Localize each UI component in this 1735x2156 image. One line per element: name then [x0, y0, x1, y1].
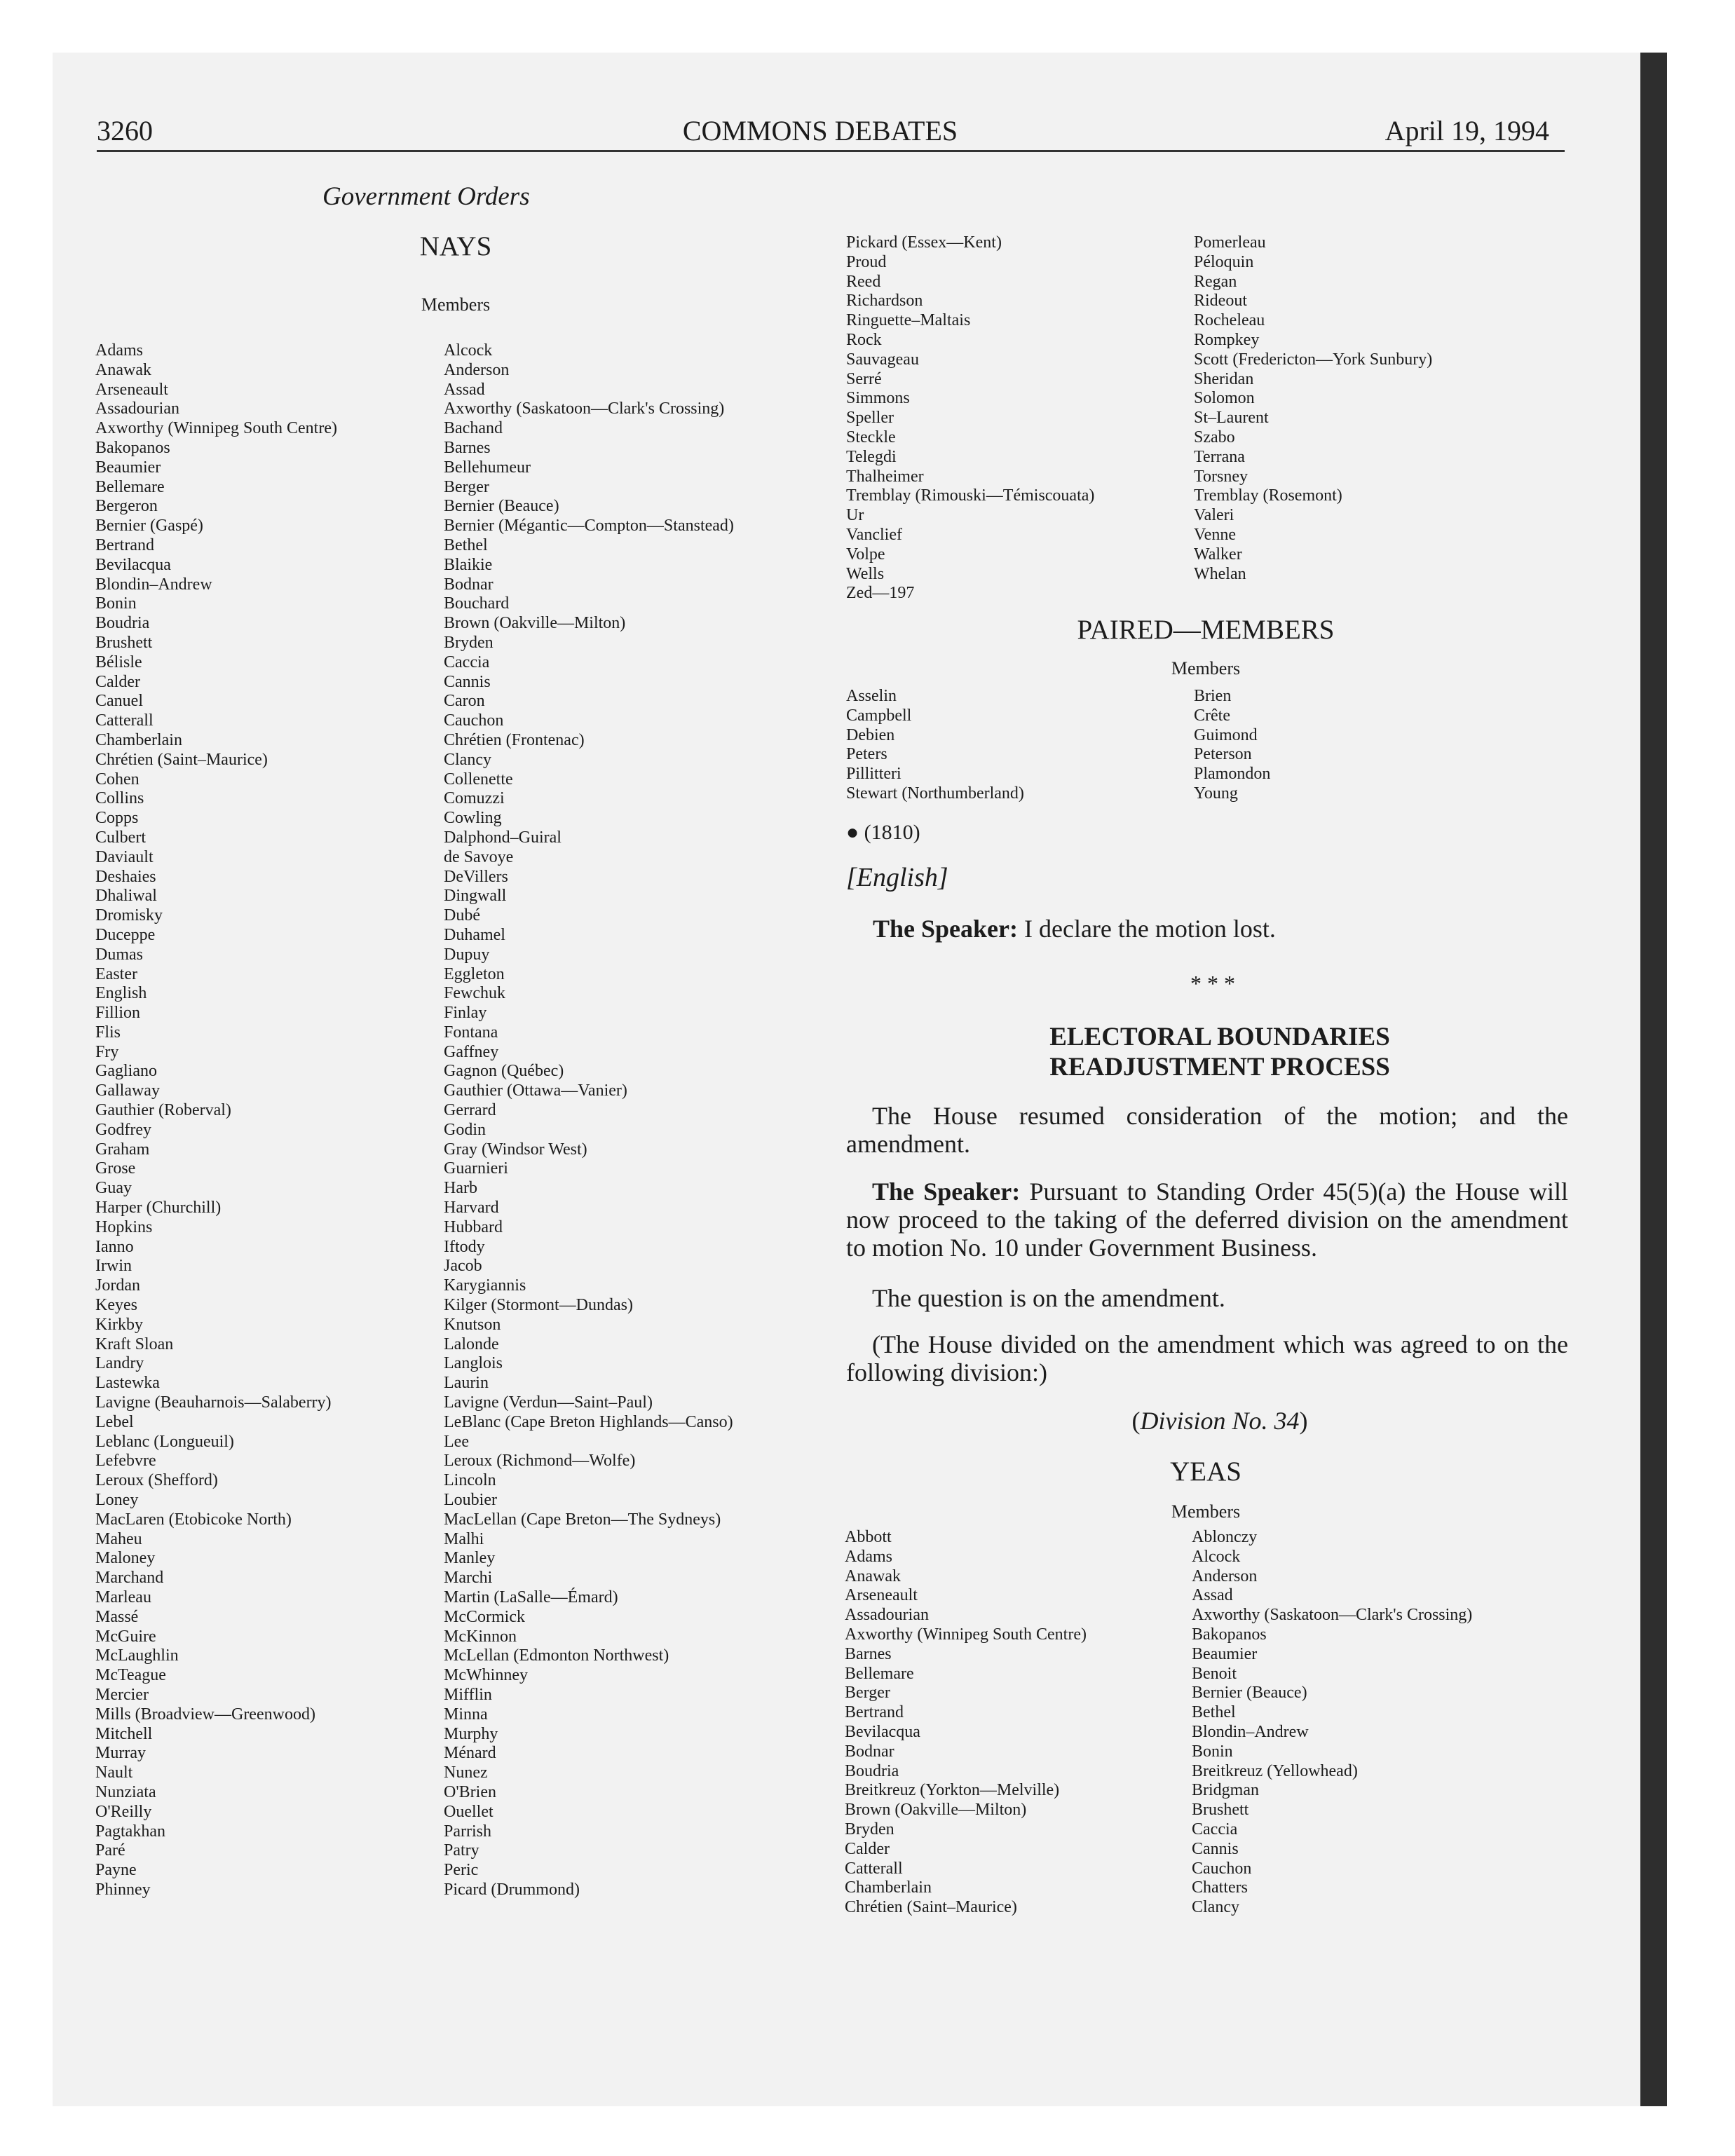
boundaries-heading-line2: READJUSTMENT PROCESS — [1049, 1053, 1390, 1082]
member-name: McGuire — [95, 1627, 156, 1646]
member-name: Adams — [95, 341, 143, 360]
speaker-label: The Speaker: — [873, 915, 1018, 943]
member-name: Bouchard — [444, 594, 510, 613]
speaker-text-2: Pursuant to Standing Order 45(5)(a) the House will now proceed to the taking of the deferred division on the amendment to motion No. 10 under Government Business. — [846, 1178, 1569, 1262]
member-name: Keyes — [95, 1296, 137, 1315]
member-name: Nunziata — [95, 1782, 156, 1801]
member-name: Alcock — [1192, 1547, 1241, 1566]
paired-list-2 — [1194, 687, 1530, 804]
member-name: Dumas — [95, 945, 143, 964]
yeas-subheading: Members — [1171, 1501, 1241, 1522]
member-name: Collenette — [444, 770, 513, 789]
member-name: Bodnar — [444, 575, 494, 594]
section-break: * * * — [1190, 971, 1235, 996]
member-name: Gaffney — [444, 1042, 499, 1061]
nays-list-2 — [444, 341, 836, 1900]
member-name: Brown (Oakville—Milton) — [444, 614, 626, 633]
member-name: Kirkby — [95, 1315, 143, 1334]
member-name: Malhi — [444, 1529, 484, 1548]
member-name: English — [95, 984, 147, 1003]
member-name: Péloquin — [1194, 252, 1254, 271]
member-name: Godin — [444, 1120, 486, 1139]
member-name: Anderson — [444, 360, 510, 379]
division-open-paren: ( — [1131, 1407, 1141, 1435]
member-name: Leroux (Richmond—Wolfe) — [444, 1452, 636, 1471]
member-name: Ringuette–Maltais — [846, 311, 971, 330]
member-name: Bryden — [444, 633, 494, 652]
member-name: Brien — [1194, 687, 1232, 705]
member-name: Rocheleau — [1194, 311, 1265, 330]
member-name: Steckle — [846, 428, 896, 446]
member-name: Terrana — [1194, 447, 1245, 466]
member-name: Walker — [1194, 545, 1242, 564]
member-name: Caccia — [444, 653, 490, 671]
member-name: Copps — [95, 809, 139, 828]
member-name: Langlois — [444, 1354, 503, 1373]
member-name: Culbert — [95, 828, 146, 847]
member-name: Arseneault — [845, 1586, 918, 1605]
paired-column-1 — [846, 687, 1183, 804]
member-name: Blaikie — [444, 555, 493, 574]
nays-list-3 — [846, 233, 1197, 603]
member-name: Berger — [444, 477, 489, 496]
time-marker: ● (1810) — [846, 821, 920, 844]
member-name: Finlay — [444, 1004, 487, 1023]
member-name: Asselin — [846, 687, 897, 705]
member-name: Hopkins — [95, 1217, 153, 1236]
member-name: Anawak — [95, 360, 151, 379]
member-name: Massé — [95, 1607, 139, 1626]
member-name: Zed—197 — [846, 584, 915, 603]
member-name: McLaughlin — [95, 1646, 179, 1665]
member-name: Bakopanos — [95, 438, 170, 457]
member-name: Peters — [846, 745, 887, 764]
member-name: Serré — [846, 369, 882, 388]
member-name: Ouellet — [444, 1802, 494, 1821]
member-name: Dupuy — [444, 945, 490, 964]
member-name: Pillitteri — [846, 765, 901, 784]
member-name: Calder — [95, 672, 140, 691]
member-name: Bethel — [1192, 1703, 1236, 1722]
member-name: Parrish — [444, 1822, 491, 1841]
nays-column-4 — [1194, 233, 1558, 584]
member-name: Cannis — [1192, 1839, 1239, 1858]
paired-list-1 — [846, 687, 1183, 804]
member-name: MacLellan (Cape Breton—The Sydneys) — [444, 1510, 721, 1529]
member-name: Leblanc (Longueuil) — [95, 1432, 234, 1451]
resumed-paragraph — [846, 1102, 1568, 1158]
member-name: Abbott — [845, 1528, 892, 1546]
member-name: Comuzzi — [444, 789, 505, 808]
member-name: Caccia — [1192, 1820, 1238, 1838]
member-name: Mifflin — [444, 1685, 492, 1704]
member-name: Marchand — [95, 1569, 164, 1588]
member-name: Sheridan — [1194, 369, 1254, 388]
member-name: Guay — [95, 1179, 132, 1198]
member-name: Adams — [845, 1547, 892, 1566]
member-name: St–Laurent — [1194, 409, 1269, 428]
member-name: Bélisle — [95, 653, 142, 671]
member-name: Mercier — [95, 1685, 149, 1704]
member-name: Vanclief — [846, 525, 902, 544]
member-name: Debien — [846, 725, 895, 744]
member-name: Bellehumeur — [444, 458, 531, 477]
member-name: Bertrand — [95, 535, 154, 554]
member-name: Chamberlain — [95, 730, 182, 749]
member-name: Fillion — [95, 1004, 141, 1023]
speaker-pursuant-paragraph — [846, 1178, 1568, 1262]
nays-column-2 — [444, 341, 836, 1900]
member-name: LeBlanc (Cape Breton Highlands—Canso) — [444, 1412, 733, 1431]
member-name: Cowling — [444, 809, 502, 828]
member-name: Beaumier — [95, 458, 161, 477]
page-date: April 19, 1994 — [1384, 115, 1549, 146]
member-name: Peterson — [1194, 745, 1252, 764]
member-name: Graham — [95, 1140, 150, 1159]
member-name: Lee — [444, 1432, 469, 1451]
member-name: Dingwall — [444, 887, 507, 906]
member-name: Mitchell — [95, 1724, 153, 1743]
member-name: Bergeron — [95, 497, 158, 516]
member-name: Iftody — [444, 1237, 485, 1256]
member-name: Manley — [444, 1549, 496, 1568]
member-name: Ianno — [95, 1237, 134, 1256]
member-name: Harb — [444, 1179, 477, 1198]
member-name: McLellan (Edmonton Northwest) — [444, 1646, 669, 1665]
member-name: Valeri — [1194, 506, 1234, 525]
yeas-list-2 — [1192, 1528, 1556, 1918]
member-name: Bernier (Mégantic—Compton—Stanstead) — [444, 517, 734, 535]
member-name: Maloney — [95, 1549, 156, 1568]
section-title: Government Orders — [322, 182, 530, 211]
member-name: Calder — [845, 1839, 890, 1858]
member-name: Bodnar — [845, 1742, 894, 1761]
member-name: Catterall — [845, 1859, 903, 1878]
member-name: Assad — [1192, 1586, 1233, 1605]
member-name: Phinney — [95, 1880, 151, 1899]
member-name: Brown (Oakville—Milton) — [845, 1801, 1027, 1820]
member-name: Mills (Broadview—Greenwood) — [95, 1705, 315, 1724]
member-name: Dromisky — [95, 906, 163, 925]
member-name: Assadourian — [845, 1606, 929, 1625]
member-name: Caron — [444, 692, 485, 711]
member-name: Bryden — [845, 1820, 894, 1838]
paired-heading: PAIRED—MEMBERS — [1077, 615, 1335, 645]
member-name: Flis — [95, 1023, 121, 1042]
language-tag: [English] — [846, 863, 948, 892]
member-name: Assad — [444, 380, 485, 399]
member-name: Lincoln — [444, 1471, 496, 1490]
member-name: Nunez — [444, 1763, 488, 1782]
speaker-label-2: The Speaker: — [872, 1178, 1021, 1206]
member-name: Gallaway — [95, 1082, 160, 1100]
member-name: Beaumier — [1192, 1644, 1258, 1663]
member-name: Fry — [95, 1042, 119, 1061]
member-name: Barnes — [845, 1644, 892, 1663]
yeas-column-2 — [1192, 1528, 1556, 1918]
member-name: Regan — [1194, 272, 1237, 291]
member-name: McTeague — [95, 1666, 166, 1685]
member-name: Brushett — [1192, 1801, 1249, 1820]
nays-column-1 — [95, 341, 425, 1900]
member-name: Simmons — [846, 389, 910, 408]
member-name: Duceppe — [95, 925, 156, 944]
member-name: Marchi — [444, 1569, 493, 1588]
member-name: Rompkey — [1194, 330, 1260, 349]
member-name: Bachand — [444, 419, 503, 438]
member-name: Dubé — [444, 906, 480, 925]
member-name: Gagliano — [95, 1062, 157, 1081]
member-name: Fontana — [444, 1023, 498, 1042]
nays-subheading: Members — [421, 294, 491, 315]
member-name: Lastewka — [95, 1374, 160, 1393]
member-name: Deshaies — [95, 867, 156, 886]
speaker-declaration — [873, 915, 1567, 943]
member-name: Clancy — [444, 750, 491, 769]
nays-list-4 — [1194, 233, 1558, 584]
member-name: Cohen — [95, 770, 140, 789]
member-name: Lavigne (Verdun—Saint–Paul) — [444, 1393, 653, 1412]
member-name: Gray (Windsor West) — [444, 1140, 587, 1159]
member-name: Whelan — [1194, 564, 1246, 583]
member-name: Karygiannis — [444, 1276, 526, 1295]
member-name: Campbell — [846, 706, 912, 725]
member-name: Assadourian — [95, 400, 179, 418]
member-name: Anderson — [1192, 1567, 1258, 1585]
member-name: Blondin–Andrew — [95, 575, 212, 594]
member-name: Gerrard — [444, 1101, 496, 1120]
member-name: Cannis — [444, 672, 491, 691]
member-name: Guimond — [1194, 725, 1258, 744]
member-name: Gauthier (Ottawa—Vanier) — [444, 1082, 627, 1100]
member-name: Guarnieri — [444, 1159, 508, 1178]
member-name: Lalonde — [444, 1335, 499, 1353]
member-name: Bertrand — [845, 1703, 904, 1722]
member-name: Arseneault — [95, 380, 168, 399]
member-name: Gauthier (Roberval) — [95, 1101, 231, 1120]
member-name: Venne — [1194, 525, 1236, 544]
member-name: Knutson — [444, 1315, 501, 1334]
member-name: Telegdi — [846, 447, 897, 466]
member-name: O'Brien — [444, 1782, 496, 1801]
nays-heading: NAYS — [419, 231, 492, 261]
member-name: Bellemare — [95, 477, 165, 496]
member-name: Speller — [846, 409, 894, 428]
member-name: Crête — [1194, 706, 1230, 725]
division-number — [1094, 1407, 1346, 1435]
member-name: Berger — [845, 1684, 890, 1703]
member-name: Alcock — [444, 341, 493, 360]
member-name: Clancy — [1192, 1898, 1239, 1917]
member-name: Bonin — [1192, 1742, 1233, 1761]
member-name: MacLaren (Etobicoke North) — [95, 1510, 292, 1529]
member-name: Godfrey — [95, 1120, 151, 1139]
member-name: Maheu — [95, 1529, 142, 1548]
member-name: Axworthy (Saskatoon—Clark's Crossing) — [444, 400, 725, 418]
member-name: Plamondon — [1194, 765, 1271, 784]
member-name: Axworthy (Winnipeg South Centre) — [845, 1625, 1087, 1644]
member-name: Chatters — [1192, 1878, 1248, 1897]
member-name: Tremblay (Rosemont) — [1194, 486, 1342, 505]
member-name: Marleau — [95, 1588, 151, 1606]
member-name: Richardson — [846, 292, 923, 311]
member-name: Loubier — [444, 1491, 497, 1510]
member-name: Cauchon — [1192, 1859, 1252, 1878]
question-text: The question is on the amendment. — [872, 1284, 1225, 1312]
member-name: de Savoye — [444, 847, 514, 866]
member-name: Scott (Fredericton—York Sunbury) — [1194, 350, 1433, 369]
member-name: Barnes — [444, 438, 491, 457]
nays-column-3 — [846, 233, 1197, 603]
member-name: Lebel — [95, 1412, 134, 1431]
member-name: Nault — [95, 1763, 133, 1782]
member-name: Stewart (Northumberland) — [846, 784, 1024, 803]
member-name: Kilger (Stormont—Dundas) — [444, 1296, 633, 1315]
member-name: Sauvageau — [846, 350, 919, 369]
member-name: Murray — [95, 1744, 146, 1763]
member-name: Bernier (Beauce) — [1192, 1684, 1307, 1703]
member-name: Brushett — [95, 633, 153, 652]
member-name: Minna — [444, 1705, 488, 1724]
member-name: Paré — [95, 1841, 125, 1860]
question-paragraph — [846, 1284, 1568, 1312]
member-name: McCormick — [444, 1607, 525, 1626]
member-name: Peric — [444, 1861, 479, 1880]
member-name: Eggleton — [444, 964, 505, 983]
member-name: McKinnon — [444, 1627, 517, 1646]
member-name: Bethel — [444, 535, 488, 554]
member-name: Canuel — [95, 692, 143, 711]
paired-column-2 — [1194, 687, 1530, 804]
member-name: Pickard (Essex—Kent) — [846, 233, 1002, 252]
member-name: Lavigne (Beauharnois—Salaberry) — [95, 1393, 332, 1412]
divided-paragraph — [846, 1330, 1568, 1386]
member-name: Gagnon (Québec) — [444, 1062, 564, 1081]
member-name: Catterall — [95, 711, 154, 730]
member-name: Laurin — [444, 1374, 489, 1393]
member-name: Breitkreuz (Yorkton—Melville) — [845, 1781, 1060, 1800]
member-name: Pagtakhan — [95, 1822, 165, 1841]
member-name: Wells — [846, 564, 885, 583]
member-name: Tremblay (Rimouski—Témiscouata) — [846, 486, 1095, 505]
member-name: Reed — [846, 272, 881, 291]
member-name: Jordan — [95, 1276, 140, 1295]
member-name: Young — [1194, 784, 1238, 803]
member-name: Bevilacqua — [845, 1722, 920, 1741]
member-name: Chamberlain — [845, 1878, 932, 1897]
member-name: Chrétien (Saint–Maurice) — [845, 1898, 1017, 1917]
member-name: Bridgman — [1192, 1781, 1259, 1800]
member-name: Picard (Drummond) — [444, 1880, 580, 1899]
member-name: Patry — [444, 1841, 479, 1860]
divided-text: (The House divided on the amendment which was agreed to on the following division:) — [846, 1330, 1568, 1386]
member-name: Boudria — [95, 614, 150, 633]
member-name: Grose — [95, 1159, 136, 1178]
member-name: Boudria — [845, 1761, 899, 1780]
member-name: Leroux (Shefford) — [95, 1471, 218, 1490]
resumed-text: The House resumed consideration of the motion; and the amendment. — [846, 1102, 1568, 1158]
member-name: Benoit — [1192, 1664, 1237, 1683]
header-rule — [97, 150, 1565, 152]
member-name: Rideout — [1194, 292, 1247, 311]
member-name: Collins — [95, 789, 144, 808]
member-name: Chrétien (Frontenac) — [444, 730, 585, 749]
division-label: Division No. 34 — [1140, 1407, 1300, 1435]
member-name: Jacob — [444, 1257, 482, 1276]
member-name: Bellemare — [845, 1664, 914, 1683]
member-name: Chrétien (Saint–Maurice) — [95, 750, 268, 769]
member-name: Breitkreuz (Yellowhead) — [1192, 1761, 1358, 1780]
member-name: Murphy — [444, 1724, 498, 1743]
member-name: Daviault — [95, 847, 154, 866]
member-name: Bernier (Gaspé) — [95, 517, 203, 535]
member-name: Martin (LaSalle—Émard) — [444, 1588, 618, 1606]
division-close-paren: ) — [1299, 1407, 1308, 1435]
paired-subheading: Members — [1171, 658, 1241, 678]
member-name: Torsney — [1194, 467, 1248, 486]
member-name: Kraft Sloan — [95, 1335, 174, 1353]
member-name: Thalheimer — [846, 467, 924, 486]
member-name: Anawak — [845, 1567, 901, 1585]
member-name: Ménard — [444, 1744, 496, 1763]
member-name: Proud — [846, 252, 887, 271]
member-name: Cauchon — [444, 711, 504, 730]
member-name: Harper (Churchill) — [95, 1199, 222, 1217]
yeas-list-1 — [845, 1528, 1181, 1918]
member-name: Irwin — [95, 1257, 132, 1276]
member-name: Hubbard — [444, 1217, 503, 1236]
member-name: DeVillers — [444, 867, 508, 886]
member-name: Duhamel — [444, 925, 505, 944]
member-name: Volpe — [846, 545, 885, 564]
member-name: Harvard — [444, 1199, 499, 1217]
member-name: Bakopanos — [1192, 1625, 1267, 1644]
member-name: Blondin–Andrew — [1192, 1722, 1309, 1741]
member-name: Landry — [95, 1354, 144, 1373]
member-name: Axworthy (Saskatoon—Clark's Crossing) — [1192, 1606, 1473, 1625]
member-name: Payne — [95, 1861, 137, 1880]
member-name: Lefebvre — [95, 1452, 156, 1471]
member-name: Loney — [95, 1491, 139, 1510]
member-name: O'Reilly — [95, 1802, 152, 1821]
member-name: Dhaliwal — [95, 887, 157, 906]
speaker-text: I declare the motion lost. — [1018, 915, 1276, 943]
page-number: 3260 — [97, 115, 153, 146]
nays-list-1 — [95, 341, 425, 1900]
scan-edge-shadow — [1640, 53, 1667, 2106]
member-name: Rock — [846, 330, 882, 349]
member-name: McWhinney — [444, 1666, 528, 1685]
yeas-heading: YEAS — [1170, 1456, 1241, 1487]
member-name: Szabo — [1194, 428, 1235, 446]
member-name: Easter — [95, 964, 137, 983]
member-name: Dalphond–Guiral — [444, 828, 562, 847]
yeas-column-1 — [845, 1528, 1181, 1918]
publication-title: COMMONS DEBATES — [682, 115, 958, 146]
member-name: Bonin — [95, 594, 137, 613]
boundaries-heading-line1: ELECTORAL BOUNDARIES — [1049, 1023, 1390, 1051]
member-name: Bevilacqua — [95, 555, 171, 574]
member-name: Axworthy (Winnipeg South Centre) — [95, 419, 337, 438]
member-name: Solomon — [1194, 389, 1255, 408]
member-name: Ur — [846, 506, 864, 525]
member-name: Pomerleau — [1194, 233, 1266, 252]
member-name: Bernier (Beauce) — [444, 497, 559, 516]
member-name: Fewchuk — [444, 984, 505, 1003]
member-name: Ablonczy — [1192, 1528, 1258, 1546]
